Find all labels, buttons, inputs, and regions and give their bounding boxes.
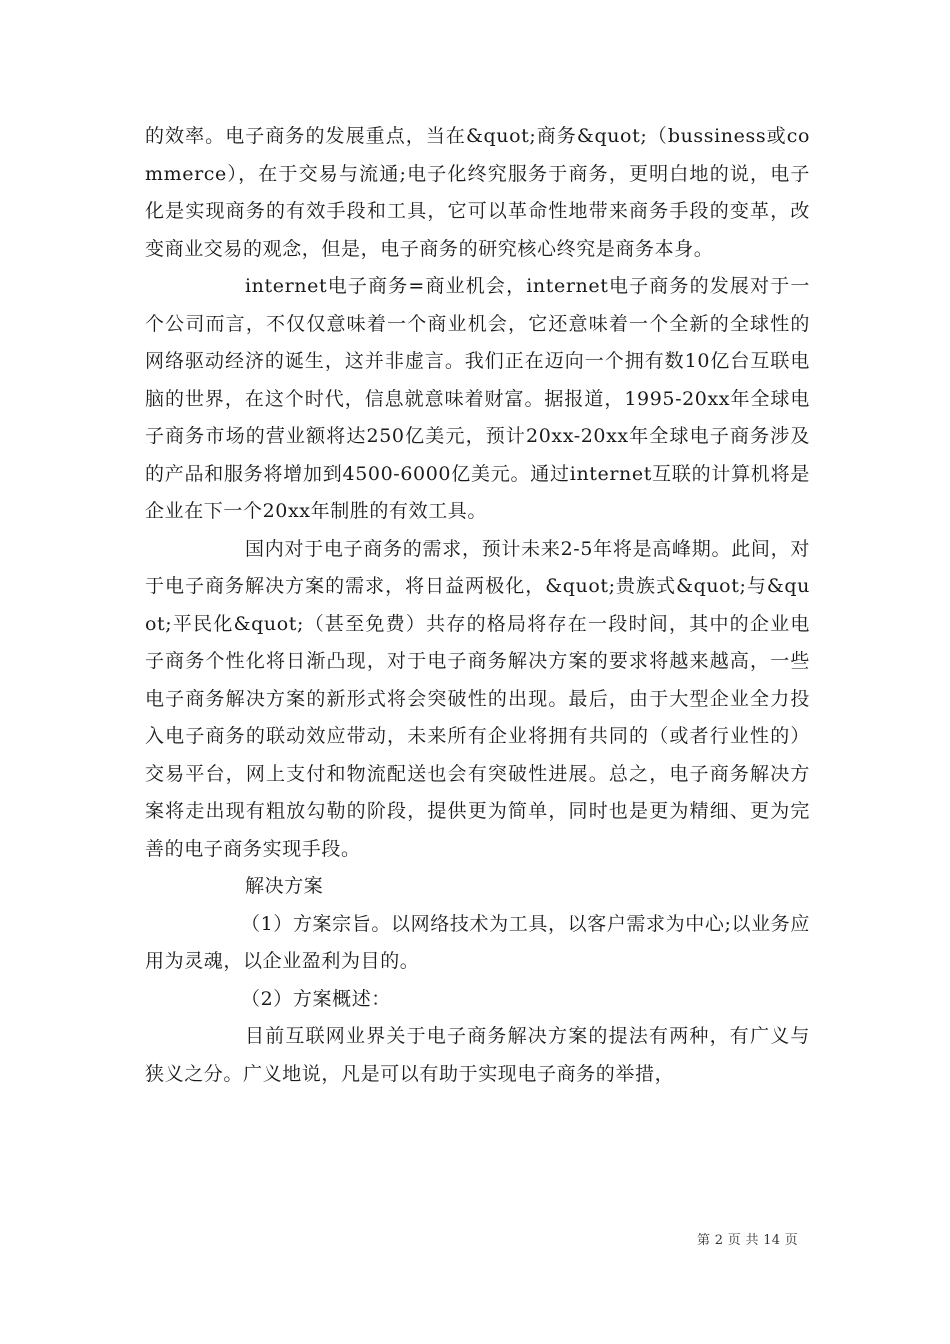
paragraph-efficiency: 的效率。电子商务的发展重点，当在&quot;商务&quot;（bussiness或commerce），在于交易与流通;电子化终究服务于商务，更明白地的说，电子化是实现商务的有效手段和工具，它可以革命性地带来商务手段的变革，改变商业交易的观念，但是，电子商务的研究核心终究是商务本身。 xyxy=(145,125,810,260)
document-body xyxy=(145,118,810,1093)
paragraph-internet-opportunity: internet电子商务=商业机会，internet电子商务的发展对于一个公司而言，不仅仅意味着一个商业机会，它还意味着一个全新的全球性的网络驱动经济的诞生，这并非虚言。我们正在迈向一个拥有数10亿台互联电脑的世界，在这个时代，信息就意味着财富。据报道，1995-20xx年全球电子商务市场的营业额将达250亿美元，预计20xx-20xx年全球电子商务涉及的产品和服务将增加到4500-6000亿美元。通过internet互联的计算机将是企业在下一个20xx年制胜的有效工具。 xyxy=(145,275,810,522)
paragraph-solution-overview-heading: （2）方案概述： xyxy=(241,987,391,1010)
section-heading-solution: 解决方案 xyxy=(245,875,324,897)
paragraph-solution-purpose: （1）方案宗旨。以网络技术为工具，以客户需求为中心;以业务应用为灵魂，以企业盈利为目的。 xyxy=(145,912,810,972)
page-number: 第 2 页 共 14 页 xyxy=(697,1233,799,1248)
paragraph-domestic-demand: 国内对于电子商务的需求，预计未来2-5年将是高峰期。此间，对于电子商务解决方案的需求，将日益两极化，&quot;贵族式&quot;与&quot;平民化&quot;（甚至免费）共存的格局将存在一段时间，其中的企业电子商务个性化将日渐凸现，对于电子商务解决方案的要求将越来越高，一些电子商务解决方案的新形式将会突破性的出现。最后，由于大型企业全力投入电子商务的联动效应带动，未来所有企业将拥有共同的（或者行业性的）交易平台，网上支付和物流配送也会有突破性进展。总之，电子商务解决方案将走出现有粗放勾勒的阶段，提供更为简单，同时也是更为精细、更为完善的电子商务实现手段。 xyxy=(145,537,810,860)
paragraph-solution-overview: 目前互联网业界关于电子商务解决方案的提法有两种，有广义与狭义之分。广义地说，凡是可以有助于实现电子商务的举措， xyxy=(145,1025,810,1085)
